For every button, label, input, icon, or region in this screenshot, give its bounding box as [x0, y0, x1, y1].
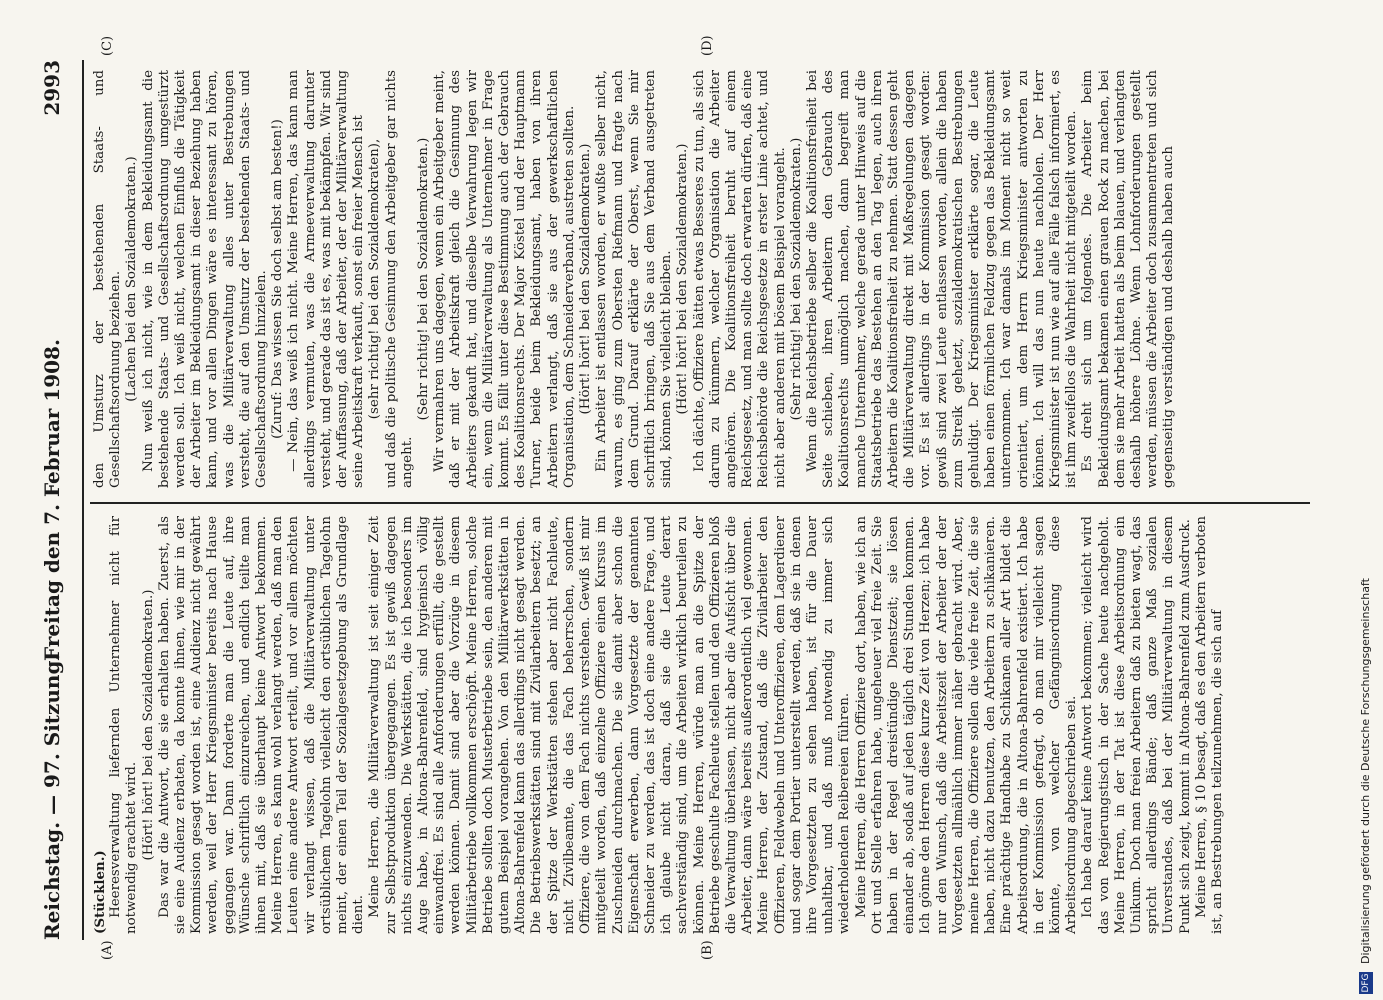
- paragraph: — Nein, das weiß ich nicht. Meine Herren, das kann man allerdings vermuten, was die Armeeverwaltung darunter versteht, und gerade das ist es, was mit bekämpfen. Wir sind der Auffassung, daß der Arbeiter, der der Militärverwaltung seine Arbeitskraft verkauft, sonst ein freier Mensch ist: [286, 70, 367, 488]
- page-header: [40, 60, 80, 940]
- margin-marker-b: (B): [700, 940, 715, 960]
- margin-marker-c: (C): [100, 35, 115, 56]
- footer-text: Digitalisierung gefördert durch die Deutsche Forschungsgemeinschaft: [1359, 578, 1372, 964]
- paragraph: Nun weiß ich nicht, wie in dem Bekleidungsamt die bestehende Staats- und Gesellschaftsordnung umgestürzt werden soll. Ich weiß nicht, welchen Einfluß die Tätigkeit der Arbeiter im Bekleidungsamt in dieser Beziehung haben kann, und vor allen Dingen wäre es interessant zu hören, was die Militärverwaltung alles unter Bestrebungen versteht, die auf den Umsturz der bestehenden Staats- und Gesellschaftsordnung hinzielen.: [140, 70, 270, 488]
- interjection: (Zuruf: Das wissen Sie doch selbst am besten!): [270, 119, 286, 439]
- interjection: (Hört! hört! bei den Sozialdemokraten.): [140, 589, 156, 861]
- paragraph: Das war die Antwort, die sie erhalten haben. Zuerst, als sie eine Audienz erbaten, da konnte ihnen, wie mir in der Kommission gesagt worden ist, eine Audienz nicht gewährt werden, weil der Herr Kriegsminister bereits nach Hause gegangen war. Dann forderte man die Leute auf, ihre Wünsche schriftlich einzureichen, und endlich teilte man ihnen mit, daß sie überhaupt keine Antwort bekommen. Meine Herren, es kann wohl verlangt werden, daß man den Leuten eine andere Antwort erteilt, und vor allem möchten wir verlangt wissen, daß die Militärverwaltung unter ortsüblichem Tagelohn vielleicht den ortsüblichen Tagelohn meint, der einen Teil der Sozialgesetzgebung als Grundlage dient.: [156, 516, 367, 934]
- interjection: (Sehr richtig! bei den Sozialdemokraten.): [416, 137, 432, 421]
- column-rule: [90, 502, 1310, 504]
- paragraph: und daß die politische Gesinnung den Arbeitgeber gar nichts angeht.: [383, 70, 415, 488]
- paragraph: den Umsturz der bestehenden Staats- und Gesellschaftsordnung beziehen.: [92, 70, 124, 488]
- dfg-logo: DFG: [1361, 973, 1371, 993]
- paragraph: Wir vermahren uns dagegen, wenn ein Arbeitgeber meint, daß er mit der Arbeitskraft gleich die Gesinnung des Arbeiters gekauft hat, und dieselbe Verwahrung legen wir ein, wenn die Militärverwaltung als Unternehmer in Frage kommt. Es fällt unter diese Bestimmung auch der Gebrauch des Koalitionsrechts. Der Major Köstel und der Hauptmann Turner, beide beim Bekleidungsamt, haben von ihren Arbeitern verlangt, daß sie aus der gewerkschaftlichen Organisation, dem Schneiderverband, austreten sollten.: [432, 70, 577, 488]
- paragraph: Meine Herren, § 10 besagt, daß es den Arbeitern verboten ist, an Bestrebungen teilzunehmen, die sich auf: [1193, 516, 1226, 934]
- header-left: Reichstag. — 97. Sitzung.: [40, 653, 64, 940]
- interjection: (sehr richtig! bei den Sozialdemokraten),: [367, 138, 383, 420]
- paragraph: Es dreht sich um folgendes. Die Arbeiter beim Bekleidungsamt bekamen einen grauen Rock zu machen, bei dem sie mehr Arbeit hatten als beim blauen, und verlangten deshalb höhere Löhne. Wenn Lohnforderungen gestellt werden, müssen die Arbeiter doch zusammentreten und sich gegenseitig verständigen und deshalb haben auch: [1080, 70, 1177, 488]
- paragraph: Meine Herren, die Herren Offiziere dort, haben, wie ich an Ort und Stelle erfahren habe, ungeheuer viel freie Zeit. Sie haben in der Regel dreistündige Dienstzeit; sie lösen einander ab, sodaß auf jeden täglich drei Stunden kommen. Ich gönne den Herren diese kurze Zeit von Herzen; ich habe nur den Wunsch, daß die Arbeitszeit der Arbeiter der der Vorgesetzten allmählich immer näher gebracht wird. Aber, meine Herren, die Offiziere sollen die viele freie Zeit, die sie haben, nicht dazu benutzen, den Arbeitern zu schikanieren. Eine prächtige Handhabe zu Schikanen aller Art bildet die Arbeitsordnung, die in Altona-Bahrenfeld existiert. Ich habe in der Kommission gefragt, ob man mir vielleicht sagen könnte, von welcher Gefängnisordnung diese Arbeitsordnung abgeschrieben sei.: [853, 516, 1080, 934]
- margin-marker-d: (D): [700, 35, 715, 56]
- interjection: (Hört! hört! bei den Sozialdemokraten.): [578, 143, 594, 415]
- interjection: (Hört! hört! bei den Sozialdemokraten.): [675, 143, 691, 415]
- header-date: Freitag den 7. Februar 1908.: [40, 339, 64, 661]
- interjection: (Lachen bei den Sozialdemokraten.): [124, 156, 140, 402]
- paragraph: Meine Herren, die Militärverwaltung ist seit einiger Zeit zur Selbstproduktion übergegangen. Es ist gewiß dagegen nichts einzuwenden. Die Werkstätten, die ich besonders im Auge habe, in Altona-Bahrenfeld, sind hygienisch völlig einwandfrei. Es sind alle Anforderungen erfüllt, die gestellt werden können. Damit sind aber die Vorzüge in diesem Militärbetriebe vollkommen erschöpft. Meine Herren, solche Betriebe sollten doch Musterbetriebe sein, den anderen mit gutem Beispiel vorangehen. Von den Militärwerkstätten in Altona-Bahrenfeld kann das allerdings nicht gesagt werden. Die Betriebswerkstätten sind mit Zivilarbeitern besetzt; an der Spitze der Werkstätten stehen aber nicht Fachleute, nicht Zivilbeamte, die das Fach beherrschen, sondern Offiziere, die von dem Fach nichts verstehen. Gewiß ist mir mitgeteilt worden, daß einzelne Offiziere einen Kursus im Zuschneiden durchmachen. Die sie damit aber schon die Eigenschaft erwerben, dann Vorgesetzte der genannten Schneider zu werden, das ist doch eine andere Frage, und ich glaube nicht daran, daß sie die Leute derart sachverständig sind, um die Arbeiten wirklich beurteilen zu können. Meine Herren, würde man an die Spitze der Betriebe geschulte Fachleute stellen und den Offizieren bloß die Verwaltung überlassen, nicht aber die Aufsicht über die Arbeiter, dann wäre bereits außerordentlich viel gewonnen. Meine Herren, der Zustand, daß die Zivilarbeiter den Offizieren, Feldwebeln und Unteroffizieren, dem Lagerdiener und sogar dem Portier unterstellt werden, daß sie in denen ihre Vorgesetzten zu sehen haben, ist für die Dauer unhaltbar, und daß muß notwendig zu immer sich wiederholenden Reibereien führen.: [367, 516, 853, 934]
- paragraph: Ich habe darauf keine Antwort bekommen; vielleicht wird das von Regierungstisch in der Sache heute nachgeholt. Meine Herren, in der Tat ist diese Arbeitsordnung ein Unikum. Doch man freien Arbeitern daß zu bieten wagt, das spricht allerdings Bände; daß ganze Maß sozialen Unverstandes, daß bei der Militärverwaltung in diesem Punkt sich zeigt, kommt in Altona-Bahrenfeld zum Ausdruck.: [1080, 516, 1193, 934]
- paragraph: Ich dächte, Offiziere hätten etwas Besseres zu tun, als sich darum zu kümmern, welcher Organisation die Arbeiter angehören. Die Koalitionsfreiheit beruht auf einem Reichsgesetz, und man sollte doch erwarten dürfen, daß eine Reichsbehörde die Reichsgesetze in erster Linie achtet, und nicht aber anderen mit bösem Beispiel vorangeht.: [691, 70, 788, 488]
- paragraph: Wenn die Reichsbetriebe selber die Koalitionsfreiheit bei Seite schieben, ihren Arbeitern den Gebrauch des Koalitionsrechts unmöglich machen, dann begreift man manche Unternehmer, welche gerade unter Hinweis auf die Staatsbetriebe das Bestehen an den Tag legen, auch ihren Arbeitern die Koalitionsfreiheit zu nehmen. Statt dessen geht die Militärverwaltung direkt mit Maßregelungen dagegen vor. Es ist allerdings in der Kommission gesagt worden: gewiß sind zwei Leute entlassen worden, allein die haben zum Streik gehetzt, sozialdemokratischen Bestrebungen gehuldigt. Der Kriegsminister erklärte sogar, die Leute haben einen förmlichen Feldzug gegen das Bekleidungsamt unternommen. Ich war damals im Moment nicht so weit orientiert, um dem Herrn Kriegsminister antworten zu können. Ich will das nun heute nachholen. Der Herr Kriegsminister ist nun wie auf alle Fälle falsch informiert, es ist ihm zweifellos die Wahrheit nicht mitgeteilt worden.: [804, 70, 1080, 488]
- paragraph: Ein Arbeiter ist entlassen worden, er wußte selber nicht, warum, es ging zum Obersten Riefmann und fragte nach dem Grund. Darauf erklärte der Oberst, wenn Sie mir schriftlich bringen, daß Sie aus dem Verband ausgetreten sind, können Sie vielleicht bleiben.: [594, 70, 675, 488]
- digitization-footer: [1356, 0, 1378, 1000]
- page-number: 2993: [40, 60, 64, 116]
- interjection: (Sehr richtig! bei den Sozialdemokraten.): [788, 137, 804, 421]
- margin-marker-a: (A): [100, 940, 115, 960]
- paragraph: Heeresverwaltung liefernden Unternehmer nicht für notwendig erachtet wird.: [108, 516, 140, 934]
- left-column: [92, 516, 1226, 934]
- right-column: [92, 70, 1178, 488]
- header-rule: [82, 60, 84, 940]
- speaker-tag: (Stücklen.): [92, 850, 108, 934]
